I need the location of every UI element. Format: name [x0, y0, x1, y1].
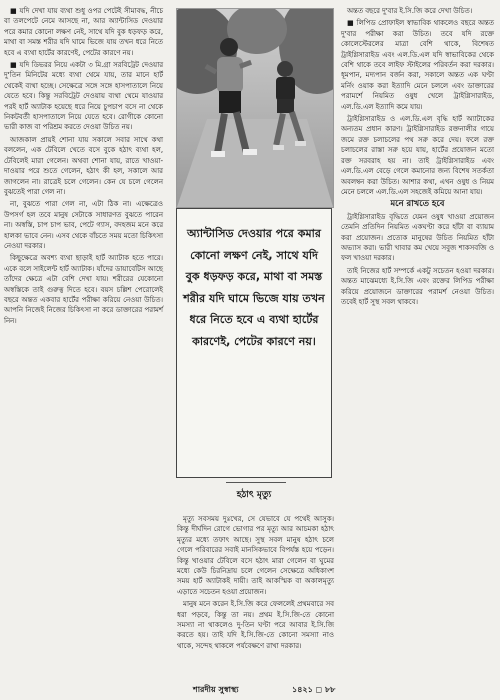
right-paragraph-4: ট্রাইগ্লিসারাইড বৃদ্ধিতে যেমন ওষুধ খাওয়া প্রয়োজন তেমনি প্রতিদিন নিয়মিত একঘণ্টা করে হাঁটা বা ব্যায়াম করা প্রয়োজন। প্রত্যেক মানুষের উচিত নিয়মিত হাঁটা অভ্যাস করা। ভারী খাবার কম খেয়ে সবুজ শাকসবজি ও ফল খাওয়া দরকার। — [341, 211, 494, 263]
page-footer — [0, 683, 500, 697]
right-paragraph-2: ■ লিপিড প্রোফাইল স্বাভাবিক থাকলেও বছরে অন্তত দু'বার পরীক্ষা করা উচিত। তবে যদি রক্তে কোলেস্টেরলের মাত্রা বেশি থাকে, বিশেষত ট্রাইগ্লিসারাইড এবং এল.ডি.এল যদি স্বাভাবিকের থেকে বেশি থাকে তবে লাইফ স্টাইলের পরিবর্তন করা দরকার। ধূমপান, মদ্যপান বর্জন করা, সকালে অন্তত এক ঘণ্টা মর্নিং ওয়াক করা ইত্যাদি মেনে চললে এবং ডাক্তারের পরামর্শে নিয়মিত ওষুধ খেলে ট্রাইগ্লিসারাইড, এল.ডি.এল ইত্যাদি কমে যায়। — [341, 18, 494, 111]
middle-column — [177, 514, 334, 653]
left-column — [4, 6, 163, 328]
section-heading-remember: মনে রাখতে হবে — [390, 199, 445, 210]
running-couple-photo — [176, 8, 334, 208]
right-paragraph-5: তাই নিজের হার্ট সম্পর্কে একটু সচেতন হওয়া দরকার। অন্তত মাঝেমধ্যে ই.সি.জি এবং রক্তের লিপিড পরীক্ষা করিয়ে প্রয়োজনে ডাক্তারের পরামর্শ নেওয়া উচিত। তবেই হার্ট সুস্থ সবল থাকবে। — [341, 265, 494, 306]
magazine-title: শারদীয় সুস্বাস্থ্য — [193, 685, 239, 694]
section-divider — [226, 482, 286, 483]
page-number: ১৪২১ ◻ ৮৮ — [292, 685, 336, 694]
left-paragraph-1: ■ যদি দেখা যায় ব্যথা শুধু ওপর পেটেই সীমাবদ্ধ, নীচে বা তলপেটে নেমে আসছে না, আর অ্যান্টাসিড দেওয়ার পরে কমার কোনো লক্ষণ নেই, সাথে যদি বুক ধড়ফড় করে, মাথা বা সমস্ত শরীর যদি ঘামে ভিজে যায় তখন ধরে নিতে হবে এ ব্যথা হার্টের কারণেই, পেটের কারণে নয়। — [4, 6, 163, 57]
left-paragraph-2: ■ যদি ডিভরর নিয়ে একটা ৩ মি.গ্রা সরবিট্রেট দেওয়ার দু'তিন মিনিটের মধ্যে ব্যথা থেমে যায়, তার মানে হার্ট থেকেই ব্যথা হচ্ছে। সেক্ষেত্রে সঙ্গে সঙ্গে হাসপাতালে নিয়ে যেতে হবে। কিন্তু সরবিট্রেট দেওয়ায় ব্যথা থেমে যাওয়ার পরই হার্ট অ্যাটাক হয়েছে ধরে নিয়ে চুপচাপ বসে না থেকে নিকটবর্তী হাসপাতালে নিয়ে যেতে হবে। রোগীকে কোনো ভারী কাজ বা পরিশ্রম করতে দেওয়া উচিত নয়। — [4, 60, 163, 132]
right-column — [341, 6, 494, 309]
middle-paragraph-2: মানুষ মনে করেন ই.সি.জি করে ফেললেই প্রথমবারে সব ধরা পড়বে, কিন্তু তা নয়। প্রথম ই.সি.জি-তে কোনো সমস্যা না থাকলেও দু-তিন ঘণ্টা পরে আবার ই.সি.জি করতে হয়। তাই যদি ই.সি.জি-তে কোনো সমস্যা নাও থাকে, সন্দেহ থাকলে পর্যবেক্ষণে রাখা দরকার। — [177, 599, 334, 650]
middle-paragraph-1: মৃত্যু সবসময় দুঃখের, সে যেভাবে যে পথেই আসুক। কিন্তু দীর্ঘদিন রোগে ভোগার পর মৃত্যু আর আচমকা হঠাৎ মৃত্যুর মধ্যে তফাৎ আছে। সুস্থ সবল মানুষ হঠাৎ চলে গেলে পরিবারের সবাই মানসিকভাবে বিপর্যস্ত হয়ে পড়েন। কিন্তু খাওয়ার টেবিলে বসে হঠাৎ মারা গেলেন বা ঘুমের মধ্যে কেউ চিরনিদ্রায় চলে গেলেন সেক্ষেত্রে অধিকাংশ সময় হার্ট অ্যাটাকই দায়ী। তাই আকস্মিক বা অকালমৃত্যু এড়াতে সচেতন হওয়া প্রয়োজন। — [177, 514, 334, 596]
left-paragraph-5: কিছুক্ষেত্রে অবশ্য ব্যথা ছাড়াই হার্ট অ্যাটাক হতে পারে। একে বলে সাইলেন্ট হার্ট অ্যাটাক। যাঁদের ডায়াবেটিস আছে তাঁদের ক্ষেত্রে এটা বেশি দেখা যায়। শরীরের যেকোনো অস্বস্তিকে তাই গুরুত্ব দিতে হবে। বয়স চল্লিশ পেরোলেই বছরে অন্তত একবার হার্টের পরীক্ষা করিয়ে নেওয়া উচিত। আপনি নিজেই নিজের চিকিৎসা না করে ডাক্তারের পরামর্শ নিন। — [4, 253, 163, 325]
pull-quote-text: অ্যান্টাসিড দেওয়ার পরে কমার কোনো লক্ষণ নেই, সাথে যদি বুক ধড়ফড় করে, মাথা বা সমস্ত শরীর যদি ঘামে ভিজে যায় তখন ধরে নিতে হবে এ ব্যথা হার্টের কারণেই, পেটের কারণে নয়। — [183, 227, 325, 348]
pull-quote-box — [176, 208, 332, 478]
photo-illustration — [177, 9, 333, 207]
right-paragraph-1: অন্তত বছরে দু'বার ই.সি.জি করে দেখা উচিত। — [347, 6, 473, 15]
left-paragraph-4: না, বুঝতে পারা গেল না, এটা ঠিক না। এক্ষেত্রেও উপসর্গ হল তবে মানুষ সেটাকে সাধারণত বুঝতে পারেন না। অস্বস্তি, চাপ চাপ ভাব, পেটে গ্যাস, বদহজম মনে করে হালকা ভাবে নেন। এসব থেকে বাঁচতে সময় মতো চিকিৎসা নেওয়া দরকার। — [4, 199, 163, 250]
left-paragraph-3: আজকাল প্রায়ই শোনা যায় সকালে সবার সাথে কথা বললেন, এক টেবিলে খেতে বসে বুকে হঠাৎ ব্যথা হল, টেবিলেই মারা গেলেন। অথবা শোনা যায়, রাতে খাওয়া-দাওয়ার পরে শুতে গেলেন, হঠাৎ কী হল, সকালে আর জাগলেন না। রাত্রেই চলে গেলেন। কেন যে চলে গেলেন বুঝতেই পারা গেল না। — [4, 134, 163, 196]
right-paragraph-3: ট্রাইগ্লিসারাইড ও এল.ডি.এল বৃদ্ধি হার্ট অ্যাটাকের অন্যতম প্রধান কারণ। ট্রাইগ্লিসারাইড রক্তনালীর গায়ে জমে রক্ত চলাচলের পথ সরু করে দেয়। ফলে রক্ত চলাচলের রাস্তা সরু হয়ে যায়, হার্টের প্রয়োজন মতো রক্ত সরবরাহ হয় না। তাই ট্রাইগ্লিসারাইড এবং এল.ডি.এল বেড়ে গেলে কমানোর জন্য বিশেষ সতর্কতা অবলম্বন করা উচিত। আশার কথা, এখন ওষুধ ও নিয়ম মেনে চললে এল.ডি.এল সহজেই কমিয়ে আনা যায়। — [341, 114, 494, 196]
section-heading-sudden-death: হঠাৎ মৃত্যু — [236, 490, 272, 500]
